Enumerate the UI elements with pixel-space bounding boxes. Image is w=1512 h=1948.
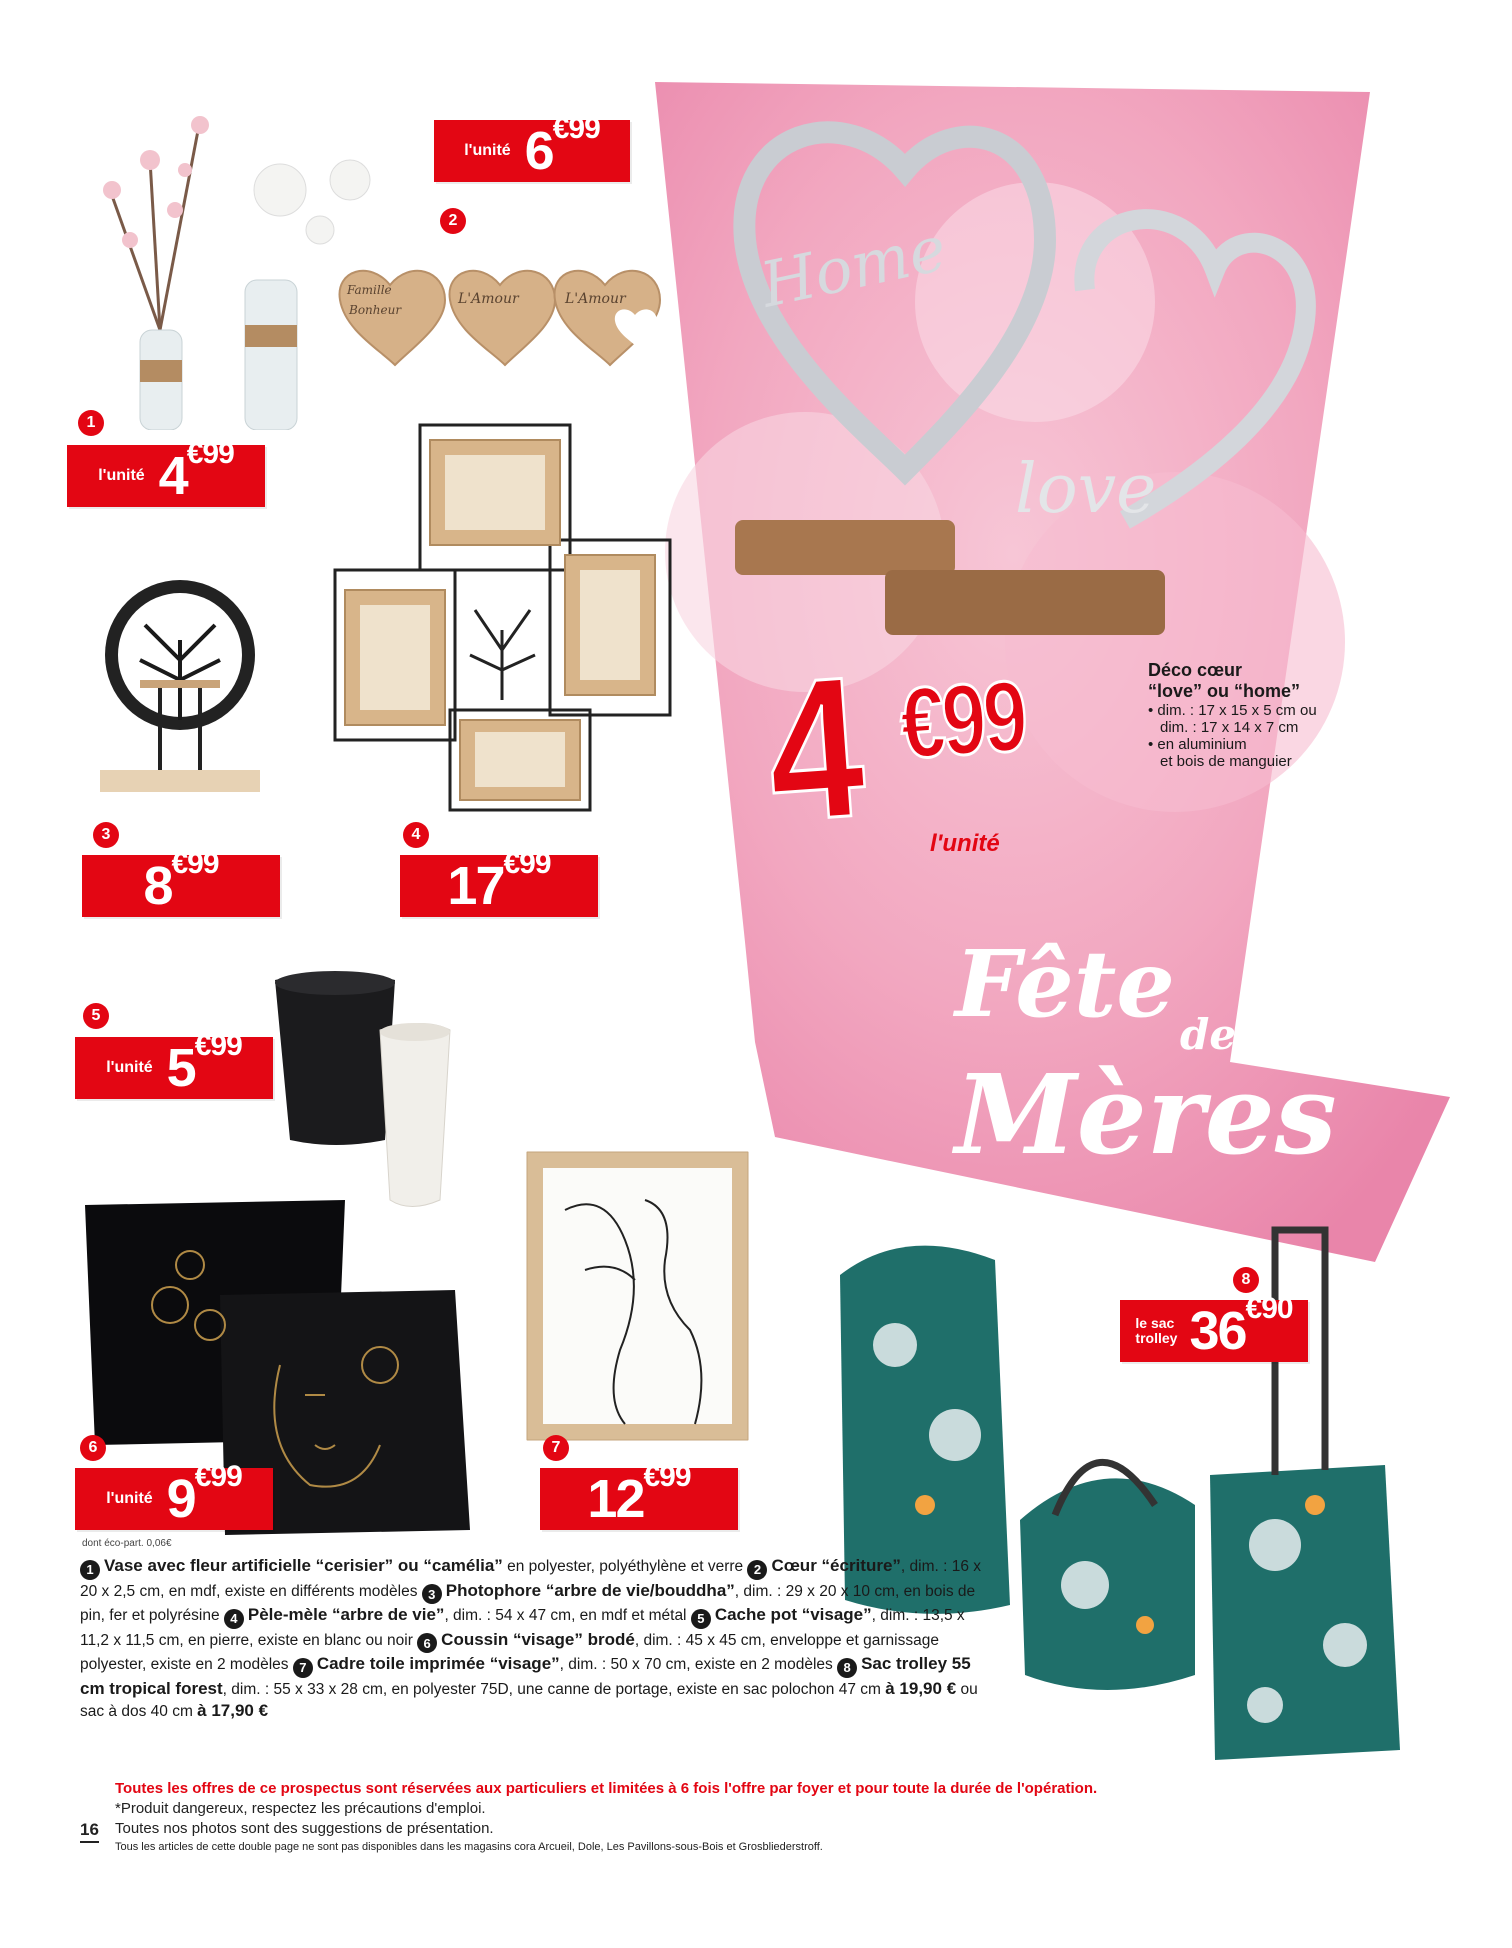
product-4-photo-frames-image: [330, 420, 675, 815]
hero-title-2: “love” ou “home”: [1148, 681, 1301, 701]
heart-3-text: L'Amour: [565, 291, 626, 307]
banner-line-1: Fête: [955, 930, 1175, 1038]
home-word: Home: [754, 211, 953, 322]
desc-marker-1: 1: [80, 1560, 100, 1580]
desc-marker-5: 5: [691, 1609, 711, 1629]
hero-price-cents: €99: [896, 659, 1029, 781]
desc-text-9: ou sac à dos 40 cm: [80, 1680, 978, 1720]
page-number: 16: [80, 1820, 99, 1843]
desc-text-6: , dim. : 45 x 45 cm, enveloppe et garnissage polyester, existe en 2 modèles: [80, 1631, 939, 1673]
product-2-hearts-image: [335, 255, 665, 375]
hero-description: [1148, 660, 1388, 770]
banner-line-2: des: [1180, 1010, 1260, 1059]
product-4-number: 4: [403, 822, 429, 848]
desc-text-3: , dim. : 29 x 20 x 10 cm, en bois de pin, fer et polyrésine: [80, 1582, 976, 1624]
product-5-face-pots-image: [265, 965, 455, 1215]
price-cents: €99: [643, 1460, 691, 1493]
price-unit-label: l'unité: [464, 142, 511, 159]
footer-red-notice: Toutes les offres de ce prospectus sont réservées aux particuliers et limitées à 6 fois l'offre par foyer et pour toute la durée de l'opération.: [115, 1780, 1098, 1797]
price-unit-label: l'unité: [98, 467, 145, 484]
desc-title-7: Cadre toile imprimée “visage”: [316, 1654, 560, 1673]
product-descriptions: [80, 1555, 985, 1722]
price-integer: 9: [166, 1469, 195, 1529]
product-1-price-tag: [67, 437, 265, 507]
desc-alt-price-2: à 17,90 €: [197, 1700, 269, 1720]
footer-photos-note: Toutes nos photos sont des suggestions de présentation.: [115, 1820, 494, 1837]
desc-alt-price-1: à 19,90 €: [885, 1678, 957, 1698]
product-1-number: 1: [78, 410, 104, 436]
price-unit-label: l'unité: [106, 1059, 153, 1076]
product-3-price-tag: [82, 847, 280, 917]
desc-title-8: Sac trolley 55 cm tropical forest: [80, 1654, 971, 1698]
footer-availability-note: Tous les articles de cette double page ne sont pas disponibles dans les magasins cora Arcueil, Dole, Les Pavillons-sous-Bois et Grosbliederstroff.: [115, 1841, 823, 1853]
hero-title-1: Déco cœur: [1148, 660, 1243, 680]
price-cents: €99: [552, 112, 600, 145]
heart-1-text-a: Famille: [347, 283, 392, 297]
desc-title-5: Cache pot “visage”: [714, 1605, 872, 1624]
price-unit-label-1: le sac: [1135, 1315, 1175, 1331]
desc-text-4: , dim. : 54 x 47 cm, en mdf et métal: [444, 1607, 691, 1624]
price-cents: €99: [186, 437, 234, 470]
price-integer: 4: [158, 446, 187, 506]
desc-marker-2: 2: [747, 1560, 767, 1580]
desc-title-3: Photophore “arbre de vie/bouddha”: [445, 1580, 735, 1600]
hero-bullet-2b: et bois de manguier: [1160, 753, 1292, 770]
hero-hearts-image: [715, 90, 1325, 660]
product-5-number: 5: [83, 1003, 109, 1029]
desc-marker-7: 7: [293, 1658, 313, 1678]
price-cents: €90: [1245, 1292, 1293, 1325]
price-cents: €99: [503, 847, 551, 880]
desc-marker-6: 6: [417, 1633, 437, 1653]
price-integer: 8: [143, 856, 172, 916]
desc-marker-4: 4: [224, 1609, 244, 1629]
product-7-canvas-frame-image: [525, 1150, 750, 1442]
desc-text-2: , dim. : 16 x 20 x 2,5 cm, en mdf, existe en différents modèles: [80, 1558, 982, 1600]
desc-text-1: en polyester, polyéthylène et verre: [502, 1558, 748, 1575]
eco-participation: dont éco-part. 0,06€: [82, 1538, 172, 1549]
price-cents: €99: [194, 1460, 242, 1493]
price-cents: €99: [171, 847, 219, 880]
price-unit-label: l'unité: [106, 1490, 153, 1507]
price-integer: 17: [447, 856, 504, 916]
fete-des-meres-banner: [915, 930, 1435, 1230]
hero-bullet-1: • dim. : 17 x 15 x 5 cm ou: [1148, 702, 1317, 719]
hero-bullet-2: • en aluminium: [1148, 736, 1247, 753]
footer-dangerous-note: *Produit dangereux, respectez les précautions d'emploi.: [115, 1800, 486, 1817]
hero-price-int: 4: [760, 634, 871, 865]
desc-text-5: , dim. : 13,5 x 11,2 x 11,5 cm, en pierre, existe en blanc ou noir: [80, 1607, 965, 1649]
desc-title-4: Pèle-mèle “arbre de vie”: [247, 1605, 445, 1624]
product-3-number: 3: [93, 822, 119, 848]
price-cents: €99: [194, 1029, 242, 1062]
product-8-price-tag: [1120, 1292, 1308, 1362]
price-unit-label-2: trolley: [1135, 1330, 1178, 1346]
product-2-price-tag: [434, 112, 630, 182]
hero-price-unit: l'unité: [930, 830, 1000, 857]
product-6-number: 6: [80, 1435, 106, 1461]
banner-line-3: Mères: [955, 1050, 1337, 1179]
product-8-number: 8: [1233, 1267, 1259, 1293]
product-7-number: 7: [543, 1435, 569, 1461]
heart-2-text: L'Amour: [458, 291, 519, 307]
desc-text-7: , dim. : 50 x 70 cm, existe en 2 modèles: [559, 1656, 833, 1673]
love-word: love: [1015, 450, 1157, 529]
heart-1-text-b: Bonheur: [349, 303, 402, 317]
desc-marker-3: 3: [422, 1584, 442, 1604]
price-integer: 6: [524, 121, 553, 181]
desc-marker-8: 8: [837, 1658, 857, 1678]
desc-title-6: Coussin “visage” brodé: [441, 1629, 635, 1649]
product-7-price-tag: [540, 1460, 738, 1530]
product-5-price-tag: [75, 1029, 273, 1099]
product-3-tree-of-life-image: [90, 570, 270, 805]
price-integer: 36: [1189, 1301, 1246, 1361]
desc-title-1: Vase avec fleur artificielle “cerisier” ou “camélia”: [104, 1556, 503, 1575]
product-4-price-tag: [400, 847, 598, 917]
desc-title-2: Cœur “écriture”: [771, 1556, 901, 1575]
price-integer: 12: [587, 1469, 644, 1529]
price-integer: 5: [166, 1038, 195, 1098]
product-2-number: 2: [440, 208, 466, 234]
hero-price: [760, 634, 1090, 880]
product-6-price-tag: [75, 1460, 273, 1530]
desc-text-8: , dim. : 55 x 33 x 28 cm, en polyester 75D, une canne de portage, existe en sac polochon 47 cm: [222, 1680, 886, 1698]
hero-bullet-1b: dim. : 17 x 14 x 7 cm: [1160, 719, 1299, 736]
